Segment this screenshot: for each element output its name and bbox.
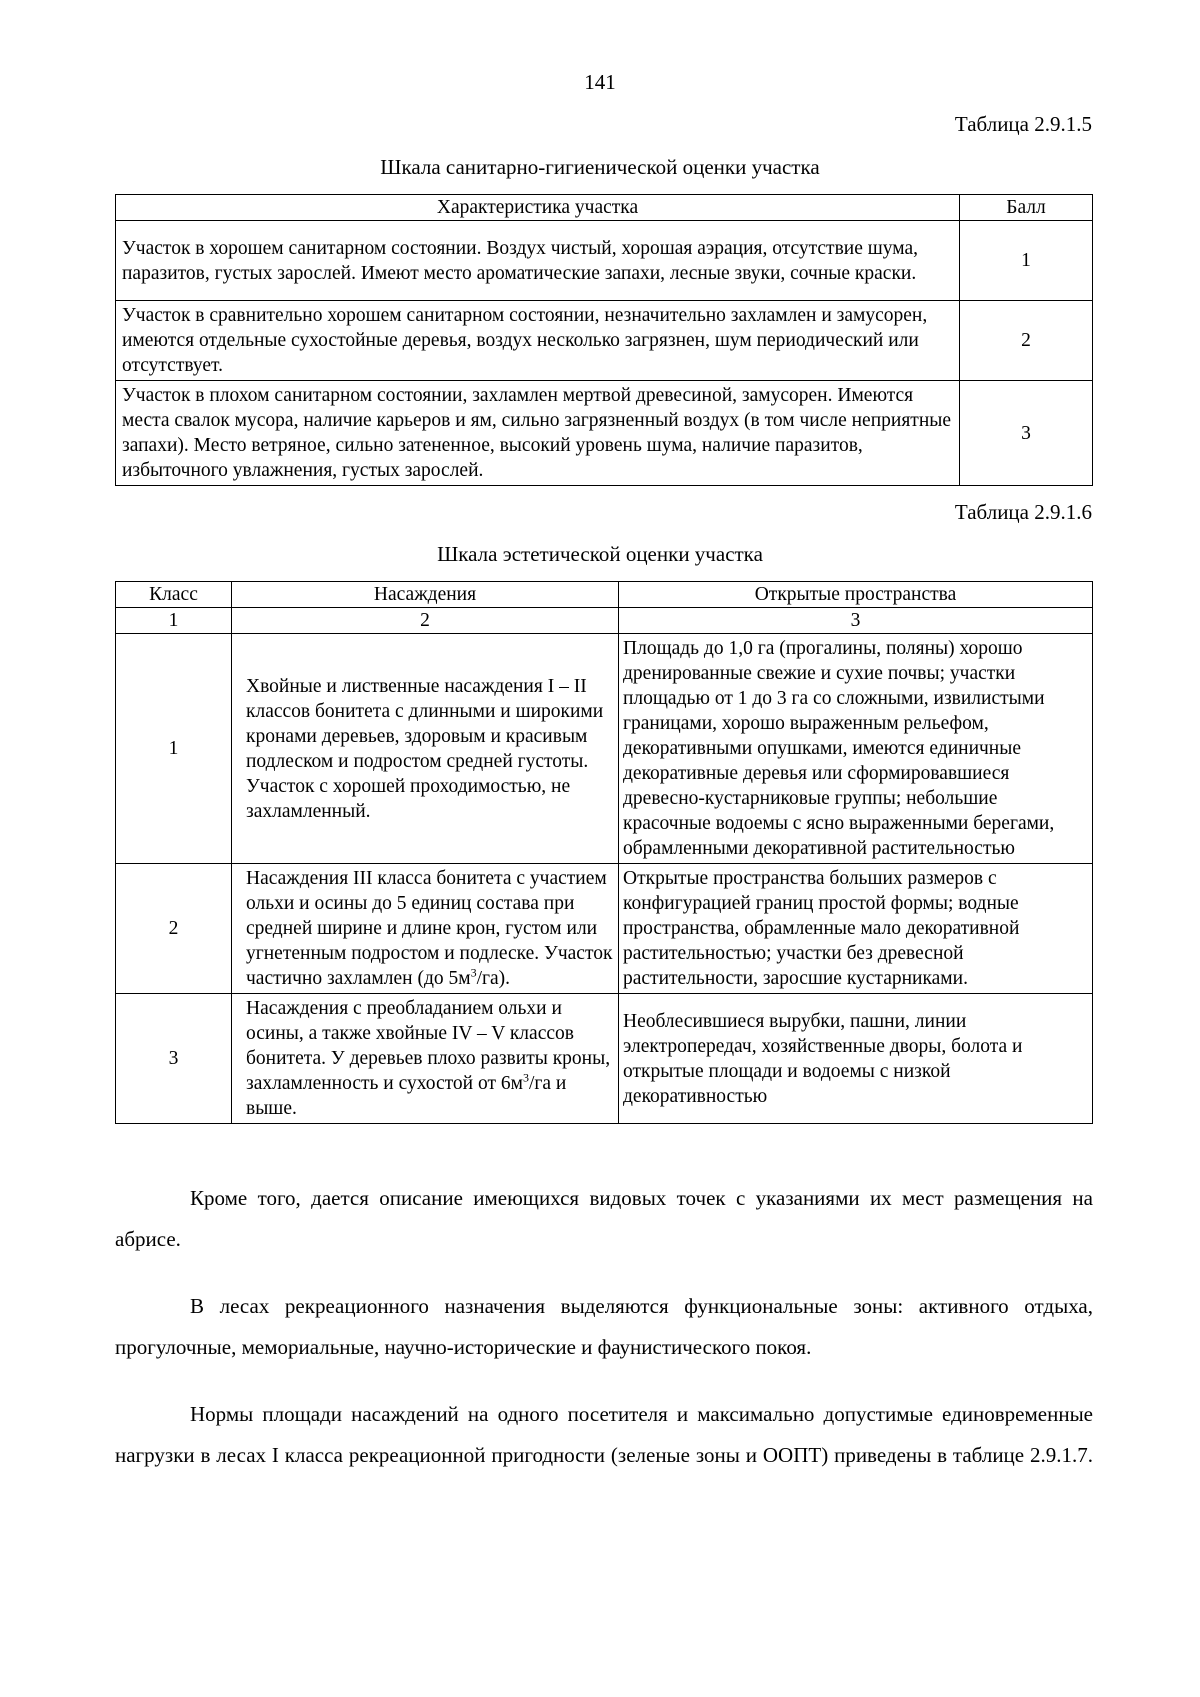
characteristic-cell: Участок в хорошем санитарном состоянии. Воздух чистый, хорошая аэрация, отсутствие шума, паразитов, густых зарослей. Имеют место ароматические запахи, лесные звуки, сочные краски. bbox=[116, 221, 960, 301]
table-row bbox=[116, 221, 1093, 301]
class-cell: 2 bbox=[116, 864, 232, 994]
column-number: 3 bbox=[619, 608, 1093, 634]
score-cell: 1 bbox=[960, 221, 1093, 301]
table-1-title: Шкала санитарно-гигиенической оценки участка bbox=[380, 155, 820, 179]
plantings-cell bbox=[232, 864, 619, 994]
column-header-class: Класс bbox=[116, 582, 232, 608]
column-header-open-spaces: Открытые пространства bbox=[619, 582, 1093, 608]
table-row bbox=[116, 301, 1093, 381]
column-number: 2 bbox=[232, 608, 619, 634]
column-header-characteristic: Характеристика участка bbox=[116, 195, 960, 221]
class-cell: 1 bbox=[116, 634, 232, 864]
class-cell: 3 bbox=[116, 994, 232, 1124]
plantings-text-tail: /га). bbox=[476, 968, 511, 989]
sanitary-score-table bbox=[115, 194, 1093, 486]
plantings-text: Насаждения с преобладанием ольхи и осины, а также хвойные IV – V классов бонитета. У деревьев плохо развиты кроны, захламленность и сухостой от 6м bbox=[246, 998, 611, 1094]
table-header-row bbox=[116, 582, 1093, 608]
characteristic-cell: Участок в плохом санитарном состоянии, захламлен мертвой древесиной, замусорен. Имеются места свалок мусора, наличие карьеров и ям, сильно загрязненный воздух (в том числе неприятные запахи). Место ветряное, сильно затененное, высокий уровень шума, наличие паразитов, избыточного увлажнения, густых зарослей. bbox=[116, 381, 960, 486]
score-cell: 2 bbox=[960, 301, 1093, 381]
superscript: 3 bbox=[522, 1070, 529, 1085]
body-paragraph: В лесах рекреационного назначения выделяются функциональные зоны: активного отдыха, прогулочные, мемориальные, научно-исторические и фаунистического покоя. bbox=[115, 1294, 1093, 1359]
score-cell: 3 bbox=[960, 381, 1093, 486]
column-number: 1 bbox=[116, 608, 232, 634]
column-header-score: Балл bbox=[960, 195, 1093, 221]
table-1-label: Таблица 2.9.1.5 bbox=[954, 112, 1092, 136]
table-row bbox=[116, 381, 1093, 486]
open-spaces-cell: Площадь до 1,0 га (прогалины, поляны) хорошо дренированные свежие и сухие почвы; участки площадью от 1 до 3 га со сложными, извилистыми границами, хорошо выраженным рельефом, декоративными опушками, имеются единичные декоративные деревья или сформировавшиеся древесно-кустарниковые группы; небольшие красочные водоемы с ясно выраженными берегами, обрамленными декоративной растительностью bbox=[619, 634, 1093, 864]
table-row bbox=[116, 994, 1093, 1124]
column-header-plantings: Насаждения bbox=[232, 582, 619, 608]
plantings-text: Насаждения III класса бонитета с участием ольхи и осины до 5 единиц состава при средней ширине и длине крон, густом или угнетенным подростом и подлеске. Участок частично захламлен (до 5м bbox=[246, 868, 613, 989]
column-number-row bbox=[116, 608, 1093, 634]
page-number: 141 bbox=[584, 70, 616, 94]
body-paragraph: Кроме того, дается описание имеющихся видовых точек с указаниями их мест размещения на абрисе. bbox=[115, 1186, 1093, 1251]
plantings-cell: Хвойные и лиственные насаждения I – II классов бонитета с длинными и широкими кронами деревьев, здоровым и красивым подлеском и подростом средней густоты. Участок с хорошей проходимостью, не захламленный. bbox=[232, 634, 619, 864]
open-spaces-cell: Необлесившиеся вырубки, пашни, линии электропередач, хозяйственные дворы, болота и открытые площади и водоемы с низкой декоративностью bbox=[619, 994, 1093, 1124]
body-paragraph: Нормы площади насаждений на одного посетителя и максимально допустимые единовременные нагрузки в лесах I класса рекреационной пригодности (зеленые зоны и ООПТ) приведены в таблице 2.9.1.7. bbox=[115, 1402, 1093, 1467]
plantings-text-tail: /га и выше. bbox=[246, 1073, 567, 1119]
table-2-title: Шкала эстетической оценки участка bbox=[437, 542, 763, 566]
plantings-cell bbox=[232, 994, 619, 1124]
table-row bbox=[116, 864, 1093, 994]
open-spaces-cell: Открытые пространства больших размеров с конфигурацией границ простой формы; водные пространства, обрамленные мало декоративной растительностью; участки без древесной растительности, заросшие кустарниками. bbox=[619, 864, 1093, 994]
characteristic-cell: Участок в сравнительно хорошем санитарном состоянии, незначительно захламлен и замусорен, имеются отдельные сухостойные деревья, воздух несколько загрязнен, шум периодический или отсутствует. bbox=[116, 301, 960, 381]
aesthetic-score-table bbox=[115, 581, 1093, 1124]
superscript: 3 bbox=[470, 965, 477, 980]
table-header-row bbox=[116, 195, 1093, 221]
table-2-label: Таблица 2.9.1.6 bbox=[954, 500, 1092, 524]
table-row bbox=[116, 634, 1093, 864]
